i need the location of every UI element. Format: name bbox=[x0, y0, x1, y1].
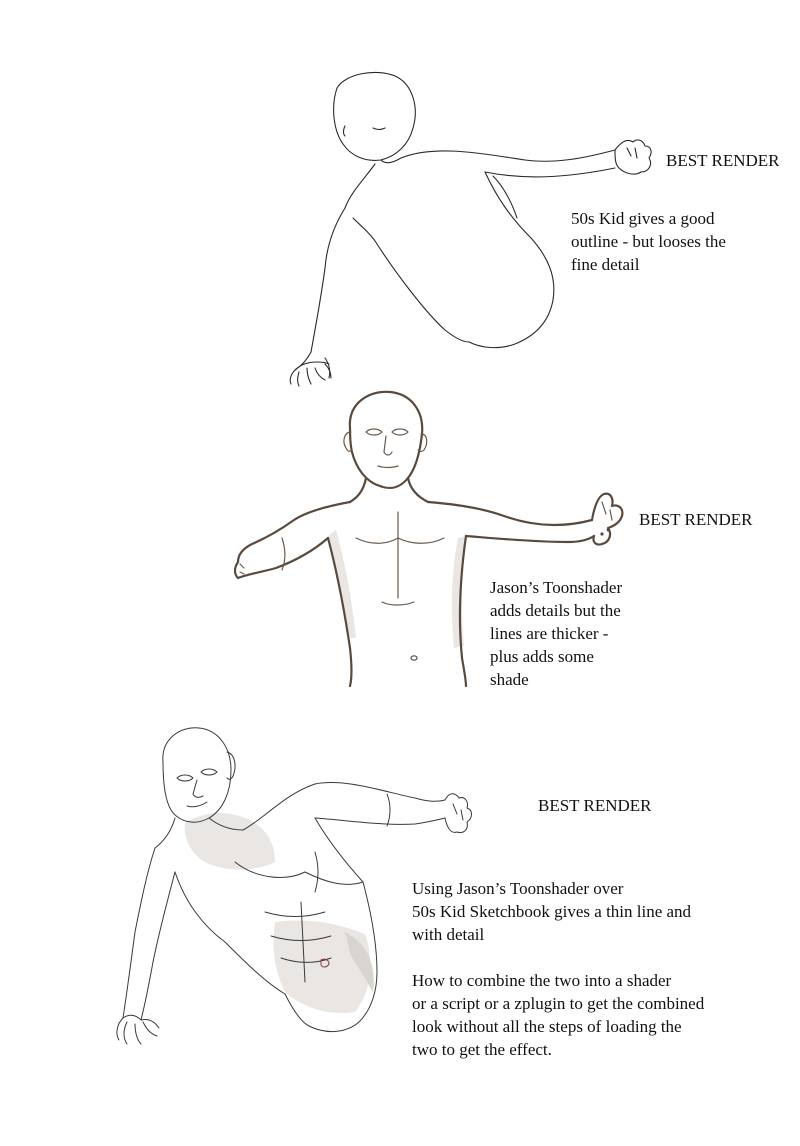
section-1-line-2: outline - but looses the bbox=[571, 232, 726, 251]
section-2-label: BEST RENDER bbox=[639, 510, 753, 529]
section-3-line-2: 50s Kid Sketchbook gives a thin line and bbox=[412, 902, 692, 921]
section-3-question-line-2: or a script or a zplugin to get the combined bbox=[412, 994, 705, 1013]
section-3-question-line-3: look without all the steps of loading the bbox=[412, 1017, 682, 1036]
section-3-description bbox=[412, 877, 704, 1061]
section-3-line-3: with detail bbox=[412, 925, 485, 944]
section-2-line-5: shade bbox=[490, 670, 529, 689]
section-3-label: BEST RENDER bbox=[538, 796, 652, 815]
section-2-description bbox=[490, 576, 622, 691]
section-1-description bbox=[571, 207, 726, 276]
section-3-question-line-1: How to combine the two into a shader bbox=[412, 971, 672, 990]
section-1-line-1: 50s Kid gives a good bbox=[571, 209, 715, 228]
paragraph-gap bbox=[412, 946, 704, 969]
section-1-line-3: fine detail bbox=[571, 255, 640, 274]
section-3-question-line-4: two to get the effect. bbox=[412, 1040, 552, 1059]
section-2-line-1: Jason’s Toonshader bbox=[490, 578, 623, 597]
section-3-line-1: Using Jason’s Toonshader over bbox=[412, 879, 624, 898]
section-2-line-4: plus adds some bbox=[490, 647, 594, 666]
section-1-label: BEST RENDER bbox=[666, 151, 780, 170]
section-2-line-2: adds details but the bbox=[490, 601, 621, 620]
section-2-line-3: lines are thicker - bbox=[490, 624, 609, 643]
